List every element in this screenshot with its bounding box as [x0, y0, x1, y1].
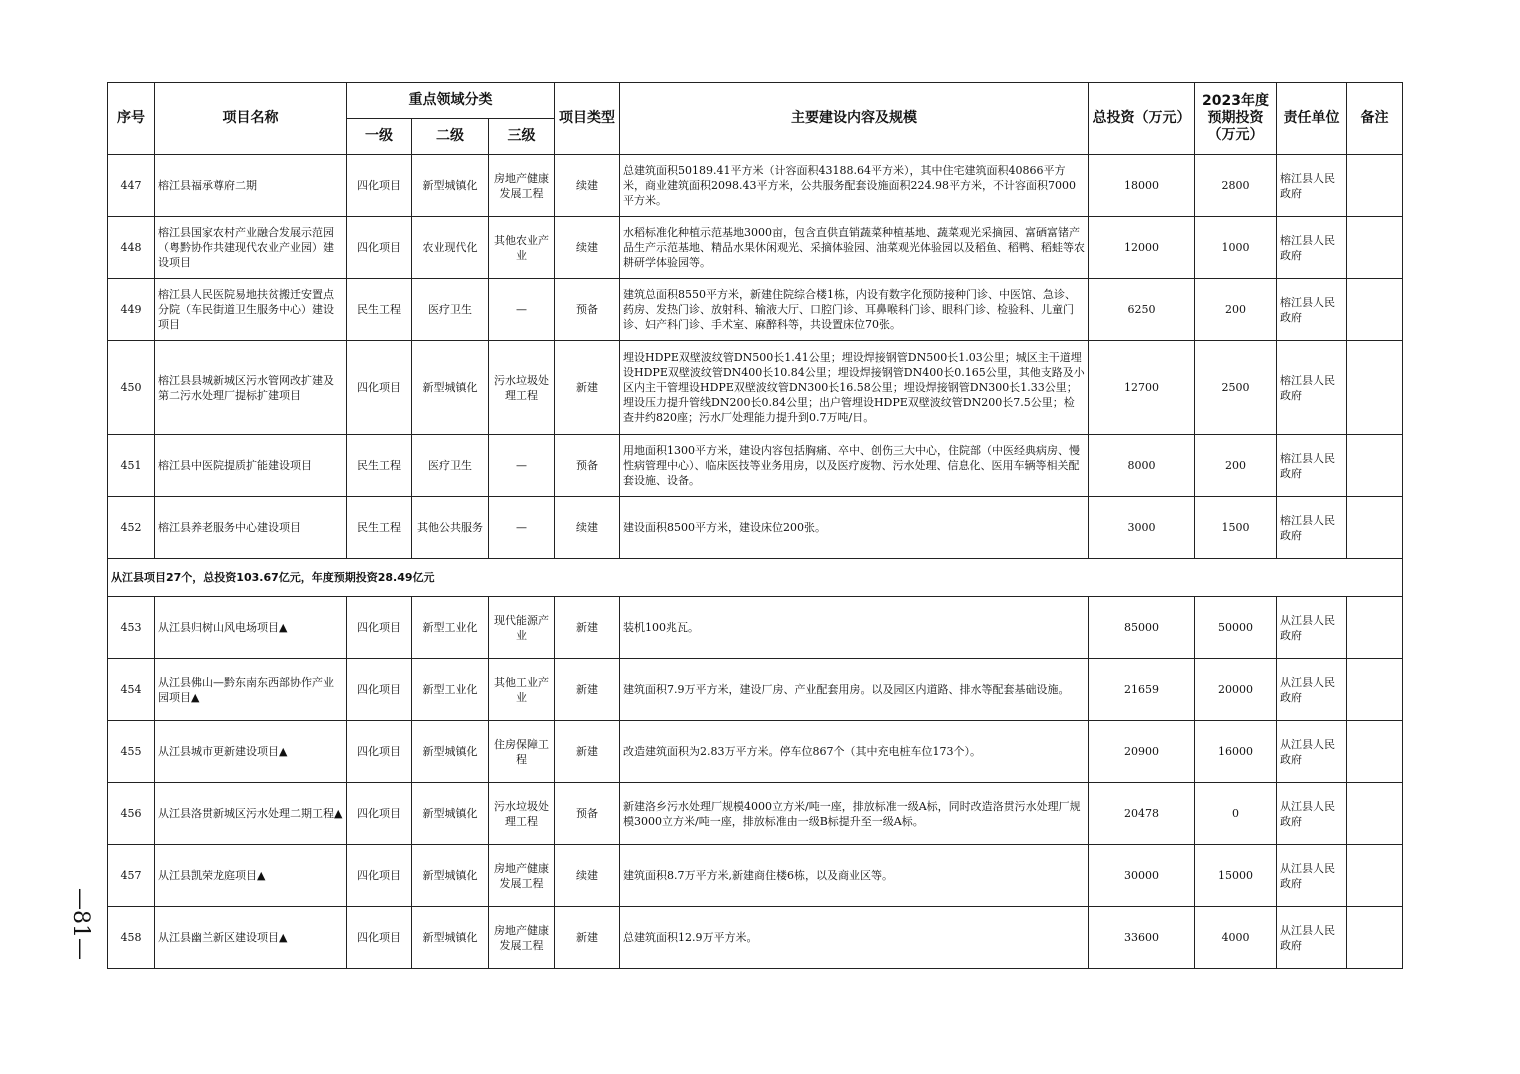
row-name: 从江县幽兰新区建设项目▲ [155, 907, 347, 969]
row-unit: 榕江县人民政府 [1277, 217, 1347, 279]
table-row [108, 217, 1403, 279]
table-row [108, 907, 1403, 969]
row-level1: 四化项目 [347, 155, 412, 217]
row-name: 从江县城市更新建设项目▲ [155, 721, 347, 783]
row-level1: 四化项目 [347, 783, 412, 845]
row-remark [1347, 155, 1403, 217]
row-level1: 四化项目 [347, 217, 412, 279]
row-level3: 房地产健康发展工程 [489, 907, 555, 969]
row-unit: 从江县人民政府 [1277, 597, 1347, 659]
row-level3: 其他工业产业 [489, 659, 555, 721]
row-remark [1347, 783, 1403, 845]
table-row [108, 783, 1403, 845]
table-row [108, 845, 1403, 907]
row-seq: 449 [108, 279, 155, 341]
row-expected: 0 [1195, 783, 1277, 845]
row-level3: — [489, 497, 555, 559]
row-expected: 200 [1195, 435, 1277, 497]
header-total: 总投资（万元） [1089, 83, 1195, 155]
row-content: 埋设HDPE双壁波纹管DN500长1.41公里；埋设焊接钢管DN500长1.03公里；城区主干道埋设HDPE双壁波纹管DN400长10.84公里；埋设焊接钢管DN400长0.165公里，其他支路及小区内主干管埋设HDPE双壁波纹管DN300长16.58公里；埋设焊接钢管DN300长1.33公里；埋设压力提升管线DN200长0.84公里；出户管埋设HDPE双壁波纹管DN200长7.5公里；检查井约820座；污水厂处理能力提升到0.7万吨/日。 [620, 341, 1089, 435]
row-level3: 污水垃圾处理工程 [489, 783, 555, 845]
row-content: 改造建筑面积为2.83万平方米。停车位867个（其中充电桩车位173个）。 [620, 721, 1089, 783]
row-total: 12700 [1089, 341, 1195, 435]
row-type: 新建 [555, 659, 620, 721]
row-total: 20478 [1089, 783, 1195, 845]
row-remark [1347, 659, 1403, 721]
row-name: 榕江县中医院提质扩能建设项目 [155, 435, 347, 497]
row-name: 从江县归树山风电场项目▲ [155, 597, 347, 659]
row-level1: 四化项目 [347, 907, 412, 969]
row-level3: — [489, 279, 555, 341]
row-name: 榕江县人民医院易地扶贫搬迁安置点分院（车民街道卫生服务中心）建设项目 [155, 279, 347, 341]
header-level3: 三级 [489, 119, 555, 155]
row-remark [1347, 217, 1403, 279]
row-content: 装机100兆瓦。 [620, 597, 1089, 659]
row-total: 3000 [1089, 497, 1195, 559]
row-level2: 新型城镇化 [412, 721, 489, 783]
row-type: 续建 [555, 217, 620, 279]
row-seq: 457 [108, 845, 155, 907]
row-level2: 新型工业化 [412, 597, 489, 659]
row-level1: 民生工程 [347, 497, 412, 559]
row-content: 总建筑面积12.9万平方米。 [620, 907, 1089, 969]
row-type: 预备 [555, 783, 620, 845]
row-level2: 医疗卫生 [412, 435, 489, 497]
row-expected: 2800 [1195, 155, 1277, 217]
page-number: —81— [68, 888, 93, 960]
row-remark [1347, 435, 1403, 497]
row-total: 30000 [1089, 845, 1195, 907]
row-level1: 民生工程 [347, 435, 412, 497]
row-level2: 新型城镇化 [412, 907, 489, 969]
row-expected: 1000 [1195, 217, 1277, 279]
row-content: 新建洛乡污水处理厂规模4000立方米/吨一座，排放标准一级A标，同时改造洛贯污水处理厂规模3000立方米/吨一座，排放标准由一级B标提升至一级A标。 [620, 783, 1089, 845]
table-row [108, 435, 1403, 497]
row-seq: 450 [108, 341, 155, 435]
table-row [108, 279, 1403, 341]
row-level3: 现代能源产业 [489, 597, 555, 659]
section-congjiang [108, 559, 1403, 597]
row-unit: 从江县人民政府 [1277, 659, 1347, 721]
row-level1: 四化项目 [347, 845, 412, 907]
row-seq: 453 [108, 597, 155, 659]
row-level2: 新型城镇化 [412, 783, 489, 845]
row-seq: 456 [108, 783, 155, 845]
row-remark [1347, 279, 1403, 341]
row-total: 18000 [1089, 155, 1195, 217]
row-level1: 四化项目 [347, 597, 412, 659]
row-remark [1347, 845, 1403, 907]
table-row [108, 721, 1403, 783]
row-seq: 447 [108, 155, 155, 217]
row-name: 榕江县县城新城区污水管网改扩建及第二污水处理厂提标扩建项目 [155, 341, 347, 435]
row-level2: 农业现代化 [412, 217, 489, 279]
row-type: 预备 [555, 435, 620, 497]
row-content: 用地面积1300平方米，建设内容包括胸痛、卒中、创伤三大中心，住院部（中医经典病房、慢性病管理中心）、临床医技等业务用房，以及医疗废物、污水处理、信息化、医用车辆等相关配套设施、设备。 [620, 435, 1089, 497]
row-expected: 15000 [1195, 845, 1277, 907]
row-total: 12000 [1089, 217, 1195, 279]
row-level2: 其他公共服务 [412, 497, 489, 559]
header-level2: 二级 [412, 119, 489, 155]
header-expected: 2023年度预期投资（万元） [1195, 83, 1277, 155]
row-name: 从江县凯荣龙庭项目▲ [155, 845, 347, 907]
section-row-label: 从江县项目27个，总投资103.67亿元，年度预期投资28.49亿元 [108, 559, 1403, 597]
row-unit: 榕江县人民政府 [1277, 435, 1347, 497]
row-name: 榕江县国家农村产业融合发展示范园（粤黔协作共建现代农业产业园）建设项目 [155, 217, 347, 279]
row-expected: 4000 [1195, 907, 1277, 969]
row-level2: 新型城镇化 [412, 845, 489, 907]
row-type: 新建 [555, 721, 620, 783]
row-level3: 房地产健康发展工程 [489, 845, 555, 907]
header-level1: 一级 [347, 119, 412, 155]
row-content: 水稻标准化种植示范基地3000亩，包含直供直销蔬菜种植基地、蔬菜观光采摘园、富硒富锗产品生产示范基地、精品水果休闲观光、采摘体验园、油菜观光体验园以及稻鱼、稻鸭、稻蛙等农耕研学体验园等。 [620, 217, 1089, 279]
row-unit: 从江县人民政府 [1277, 783, 1347, 845]
row-level3: 住房保障工程 [489, 721, 555, 783]
row-seq: 455 [108, 721, 155, 783]
header-type: 项目类型 [555, 83, 620, 155]
row-unit: 从江县人民政府 [1277, 721, 1347, 783]
table-row [108, 597, 1403, 659]
row-type: 新建 [555, 341, 620, 435]
row-content: 建筑面积8.7万平方米,新建商住楼6栋，以及商业区等。 [620, 845, 1089, 907]
row-seq: 451 [108, 435, 155, 497]
row-unit: 从江县人民政府 [1277, 907, 1347, 969]
row-type: 新建 [555, 907, 620, 969]
row-total: 20900 [1089, 721, 1195, 783]
row-expected: 200 [1195, 279, 1277, 341]
table-row [108, 341, 1403, 435]
row-content: 建筑总面积8550平方米，新建住院综合楼1栋，内设有数字化预防接种门诊、中医馆、急诊、药房、发热门诊、放射科、输液大厅、口腔门诊、耳鼻喉科门诊、眼科门诊、检验科、儿童门诊、妇产科门诊、手术室、麻醉科等，共设置床位70张。 [620, 279, 1089, 341]
row-remark [1347, 341, 1403, 435]
row-name: 从江县佛山—黔东南东西部协作产业园项目▲ [155, 659, 347, 721]
row-level3: 其他农业产业 [489, 217, 555, 279]
row-remark [1347, 597, 1403, 659]
row-expected: 2500 [1195, 341, 1277, 435]
row-unit: 榕江县人民政府 [1277, 155, 1347, 217]
row-level2: 新型工业化 [412, 659, 489, 721]
header-unit: 责任单位 [1277, 83, 1347, 155]
header-seq: 序号 [108, 83, 155, 155]
row-level1: 四化项目 [347, 659, 412, 721]
table-row [108, 155, 1403, 217]
row-content: 建筑面积7.9万平方米，建设厂房、产业配套用房。以及园区内道路、排水等配套基础设施。 [620, 659, 1089, 721]
row-level1: 四化项目 [347, 341, 412, 435]
row-level3: — [489, 435, 555, 497]
row-unit: 从江县人民政府 [1277, 845, 1347, 907]
row-unit: 榕江县人民政府 [1277, 341, 1347, 435]
row-level3: 房地产健康发展工程 [489, 155, 555, 217]
rows-congjiang [108, 597, 1403, 969]
row-type: 续建 [555, 497, 620, 559]
row-total: 8000 [1089, 435, 1195, 497]
row-remark [1347, 497, 1403, 559]
row-seq: 454 [108, 659, 155, 721]
row-content: 建设面积8500平方米，建设床位200张。 [620, 497, 1089, 559]
row-name: 榕江县养老服务中心建设项目 [155, 497, 347, 559]
row-level2: 新型城镇化 [412, 155, 489, 217]
row-content: 总建筑面积50189.41平方米（计容面积43188.64平方米），其中住宅建筑面积40866平方米，商业建筑面积2098.43平方米，公共服务配套设施面积224.98平方米，不计容面积7000平方米。 [620, 155, 1089, 217]
row-name: 从江县洛贯新城区污水处理二期工程▲ [155, 783, 347, 845]
row-expected: 1500 [1195, 497, 1277, 559]
row-total: 21659 [1089, 659, 1195, 721]
row-unit: 榕江县人民政府 [1277, 497, 1347, 559]
row-expected: 16000 [1195, 721, 1277, 783]
row-type: 新建 [555, 597, 620, 659]
row-level2: 新型城镇化 [412, 341, 489, 435]
row-name: 榕江县福承尊府二期 [155, 155, 347, 217]
row-expected: 20000 [1195, 659, 1277, 721]
header-remark: 备注 [1347, 83, 1403, 155]
header-content: 主要建设内容及规模 [620, 83, 1089, 155]
table-row [108, 497, 1403, 559]
row-seq: 448 [108, 217, 155, 279]
row-level2: 医疗卫生 [412, 279, 489, 341]
row-level1: 民生工程 [347, 279, 412, 341]
row-level1: 四化项目 [347, 721, 412, 783]
row-total: 85000 [1089, 597, 1195, 659]
row-type: 续建 [555, 845, 620, 907]
table-row [108, 659, 1403, 721]
row-unit: 榕江县人民政府 [1277, 279, 1347, 341]
row-seq: 452 [108, 497, 155, 559]
row-type: 预备 [555, 279, 620, 341]
header-name: 项目名称 [155, 83, 347, 155]
rows-rongjiang [108, 155, 1403, 559]
row-remark [1347, 907, 1403, 969]
row-total: 33600 [1089, 907, 1195, 969]
row-expected: 50000 [1195, 597, 1277, 659]
row-total: 6250 [1089, 279, 1195, 341]
row-type: 续建 [555, 155, 620, 217]
row-seq: 458 [108, 907, 155, 969]
project-table [107, 82, 1403, 969]
row-level3: 污水垃圾处理工程 [489, 341, 555, 435]
header-domain: 重点领域分类 [347, 83, 555, 119]
row-remark [1347, 721, 1403, 783]
